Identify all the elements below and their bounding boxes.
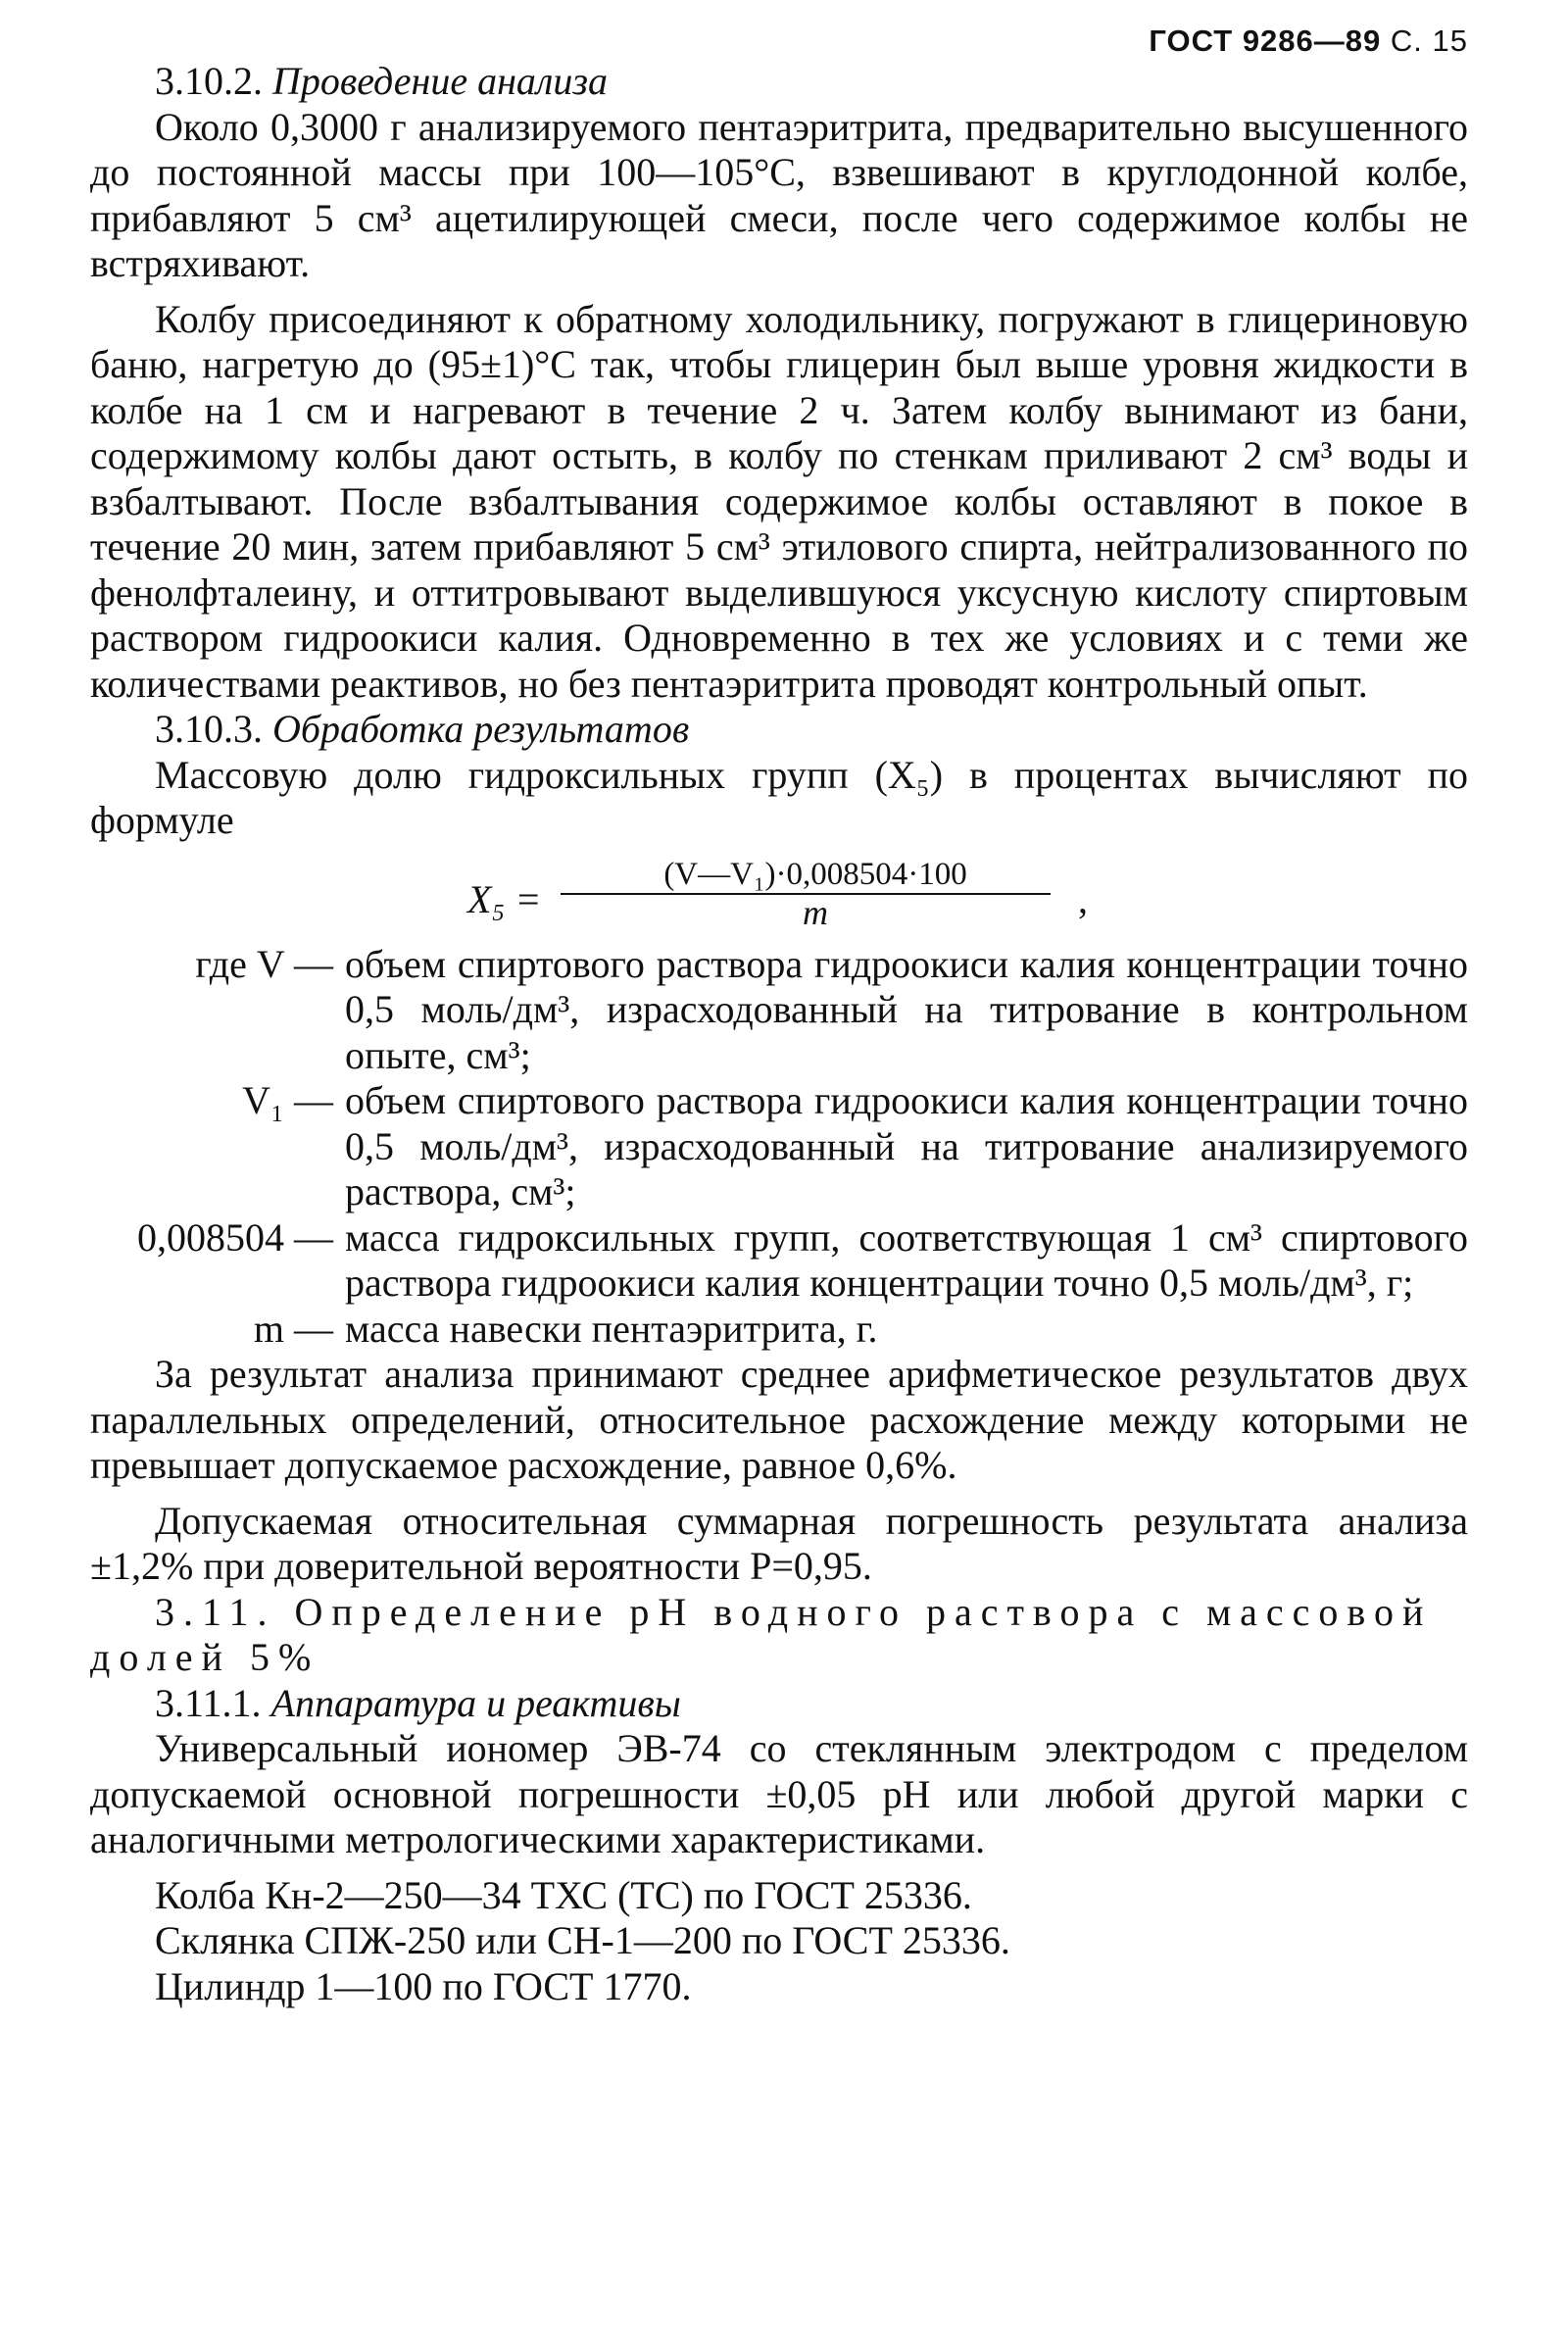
definition-row	[90, 942, 1468, 1079]
section-heading-3-11-1	[90, 1681, 1468, 1727]
definition-text: объем спиртового раствора гидроокиси калия концентрации точно 0,5 моль/дм³, израсходованный на титрование анализируемого раствора, см³;	[345, 1078, 1468, 1213]
heading-number: 3.11.1.	[155, 1680, 262, 1725]
heading-number: 3.10.2.	[155, 59, 263, 103]
formula	[90, 850, 1468, 940]
definition-row	[90, 1307, 1468, 1353]
heading-title: Проведение анализа	[272, 59, 608, 103]
section-heading-3-10-2	[90, 59, 1468, 105]
equipment-item: Колба Кн-2—250—34 ТХС (ТС) по ГОСТ 25336.	[155, 1872, 972, 1917]
formula-denominator: m	[803, 892, 828, 932]
section-heading-3-10-3	[90, 707, 1468, 753]
page-header	[1149, 24, 1468, 59]
heading-number: 3.10.3.	[155, 707, 263, 751]
equipment-item: Склянка СПЖ-250 или СН-1—200 по ГОСТ 25336.	[155, 1918, 1010, 1962]
paragraph: За результат анализа принимают среднее арифметическое результатов двух параллельных определений, относительное расхождение между которыми не превышает допускаемое расхождение, равное 0,6%.	[90, 1352, 1468, 1487]
definition-row	[90, 1215, 1468, 1307]
paragraph: Около 0,3000 г анализируемого пентаэритрита, предварительно высушенного до постоянной массы при 100—105°С, взвешивают в круглодонной колбе, прибавляют 5 см³ ацетилирующей смеси, после чего содержимое колбы не встряхивают.	[90, 104, 1468, 285]
section-heading-3-11: 3.11. Определение pH водного раствора с массовой долей 5%	[90, 1589, 1433, 1679]
standard-code: ГОСТ 9286—89	[1149, 24, 1382, 58]
definition-term: m —	[253, 1306, 333, 1351]
formula-numerator: (V—V₁)·0,008504·100	[663, 856, 967, 892]
equipment-item: Цилиндр 1—100 по ГОСТ 1770.	[155, 1963, 692, 2008]
variable-definitions	[90, 942, 1468, 1353]
definition-term: 0,008504 —	[137, 1214, 333, 1260]
definition-text: объем спиртового раствора гидроокиси калия концентрации точно 0,5 моль/дм³, израсходованный на титрование в контрольном опыте, см³;	[345, 941, 1468, 1077]
formula-lhs: X₅ =	[467, 876, 542, 921]
paragraph: Допускаемая относительная суммарная погрешность результата анализа ±1,2% при доверительной вероятности P=0,95.	[90, 1498, 1468, 1588]
heading-title: Аппаратура и реактивы	[270, 1680, 681, 1725]
formula-intro: Массовую долю гидроксильных групп (X₅) в процентах вычисляют по формуле	[90, 752, 1468, 842]
formula-comma: ,	[1078, 876, 1088, 921]
definition-text: масса гидроксильных групп, соответствующая 1 см³ спиртового раствора гидроокиси калия концентрации точно 0,5 моль/дм³, г;	[345, 1214, 1468, 1305]
definition-term: где V —	[195, 941, 333, 986]
formula-fraction	[561, 858, 1070, 930]
heading-title: Обработка результатов	[272, 707, 690, 751]
paragraph: Универсальный иономер ЭВ-74 со стеклянным электродом с пределом допускаемой основной погрешности ±0,05 pH или любой другой марки с аналогичными метрологическими характеристиками.	[90, 1726, 1468, 1861]
paragraph: Колбу присоединяют к обратному холодильнику, погружают в глицериновую баню, нагретую до (95±1)°С так, чтобы глицерин был выше уровня жидкости в колбе на 1 см и нагревают в течение 2 ч. Затем колбу вынимают из бани, содержимому колбы дают остыть, в колбу по стенкам приливают 2 см³ воды и взбалтывают. После взбалтывания содержимое колбы оставляют в покое в течение 20 мин, затем прибавляют 5 см³ этилового спирта, нейтрализованного по фенолфталеину, и оттитровывают выделившуюся уксусную кислоту спиртовым раствором гидроокиси калия. Одновременно в тех же условиях и с теми же количествами реактивов, но без пентаэритрита проводят контрольный опыт.	[90, 296, 1468, 706]
definition-row	[90, 1078, 1468, 1215]
page-number: С. 15	[1390, 24, 1468, 58]
definition-text: масса навески пентаэритрита, г.	[345, 1306, 878, 1351]
document-body	[90, 59, 1468, 2009]
definition-term: V₁ —	[242, 1078, 333, 1122]
